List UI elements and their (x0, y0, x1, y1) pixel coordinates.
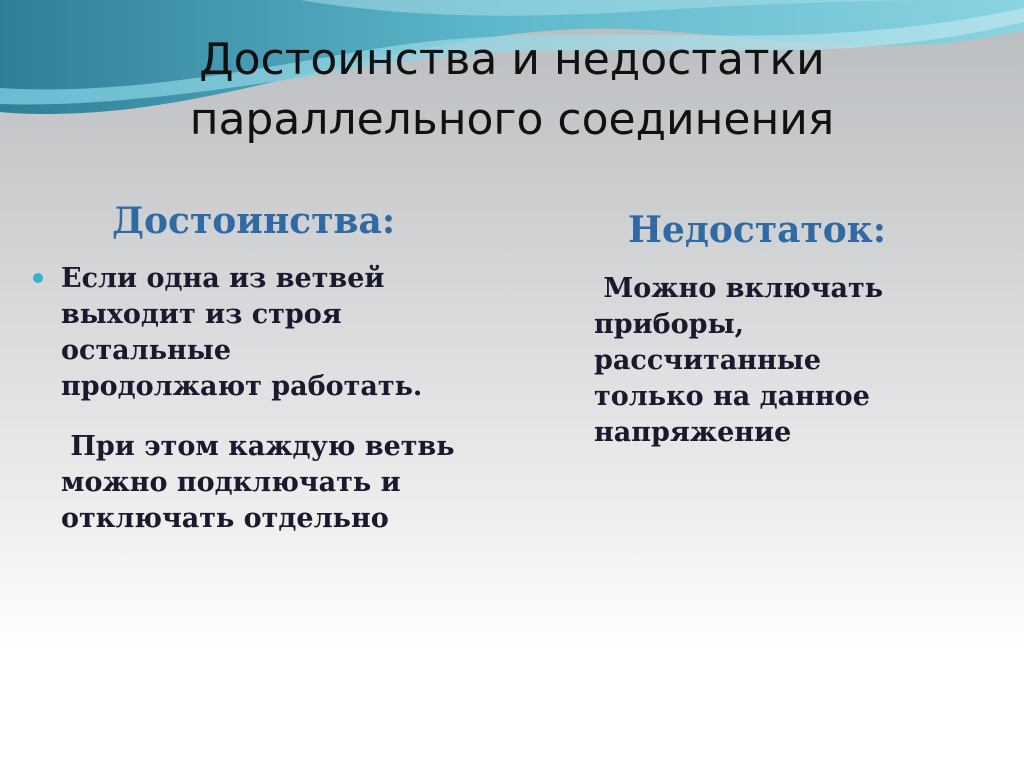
text-line: Если одна из ветвей (61, 263, 385, 294)
text-line: Можно включать (594, 273, 884, 304)
text-line: выходит из строя (61, 299, 342, 330)
text-line: напряжение (594, 417, 792, 448)
advantages-heading: Достоинства: (112, 200, 396, 242)
slide-title-line1: Достоинства и недостатки (199, 34, 825, 85)
text-line: можно подключать и (61, 467, 401, 498)
text-line: остальные (61, 335, 232, 366)
text-line: приборы, (594, 309, 745, 340)
advantages-text-1 (61, 261, 422, 405)
text-line: рассчитанные (594, 345, 822, 376)
text-line: отключать отдельно (61, 503, 389, 534)
bullet-icon (33, 273, 43, 283)
disadvantage-heading: Недостаток: (628, 209, 887, 251)
text-line: продолжают работать. (61, 371, 423, 402)
advantages-text-2 (61, 429, 455, 537)
disadvantage-text (594, 271, 883, 451)
slide-title (0, 30, 1024, 150)
text-line: При этом каждую ветвь (61, 431, 455, 462)
slide-title-line2: параллельного соединения (189, 94, 835, 145)
text-line: только на данное (594, 381, 870, 412)
